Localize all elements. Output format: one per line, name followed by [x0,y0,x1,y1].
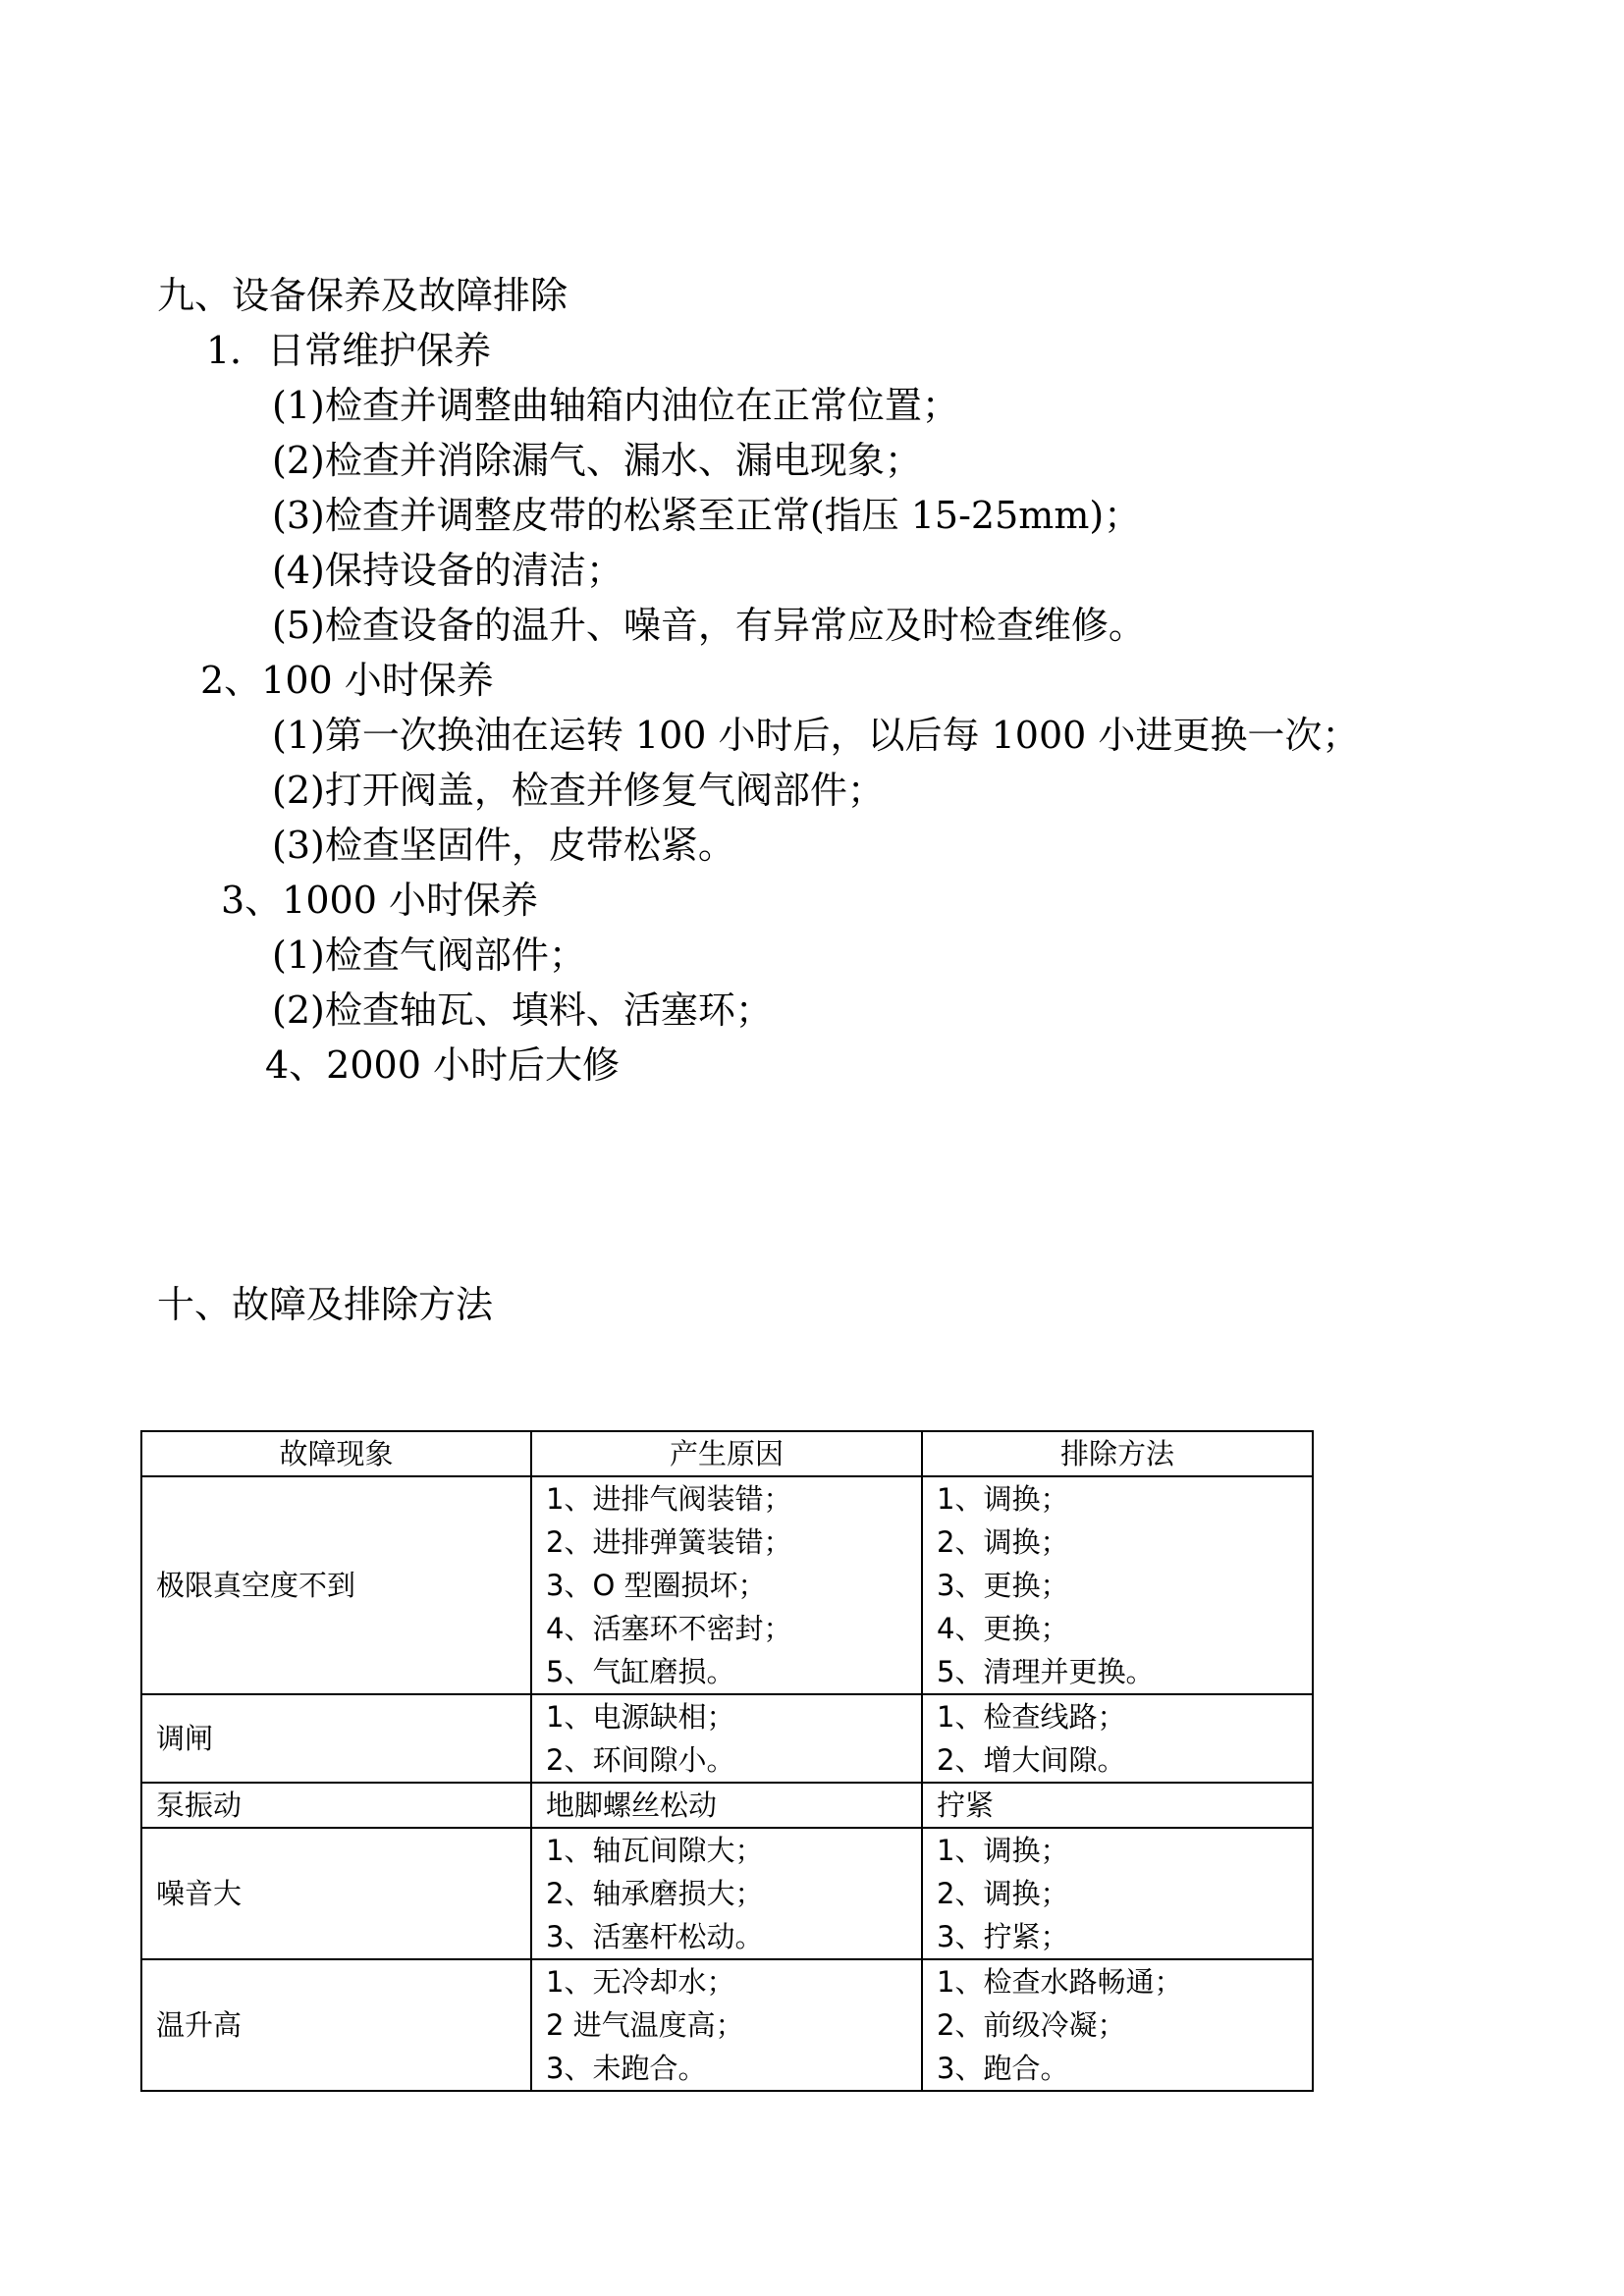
section-9-title: 九、设备保养及故障排除 [157,274,568,317]
cause-item: 3、未跑合。 [546,2052,707,2085]
100h-item: (2)打开阀盖，检查并修复气阀部件； [272,769,885,812]
remedy-cell [922,1828,1313,1959]
remedy-cell [922,1783,1313,1828]
cause-cell [531,1694,922,1783]
symptom-cell: 极限真空度不到 [141,1476,531,1694]
header-symptom: 故障现象 [141,1431,531,1476]
table-row [141,1476,1313,1694]
table-row [141,1783,1313,1828]
remedy-item: 2、调换； [937,1877,1069,1910]
cause-item: 3、活塞杆松动。 [546,1920,764,1953]
remedy-cell [922,1694,1313,1783]
symptom-cell: 温升高 [141,1959,531,2091]
cause-item: 1、进排气阀装错； [546,1482,792,1516]
cause-cell [531,1476,922,1694]
remedy-item: 1、检查线路； [937,1700,1126,1734]
header-remedy: 排除方法 [922,1431,1313,1476]
remedy-cell [922,1959,1313,2091]
remedy-item: 5、清理并更换。 [937,1655,1155,1688]
table-row [141,1694,1313,1783]
cause-item: 2、进排弹簧装错； [546,1525,792,1559]
remedy-item: 拧紧 [937,1789,995,1822]
symptom-cell: 调闸 [141,1694,531,1783]
100h-maintenance-heading: 2、100 小时保养 [200,659,494,702]
cause-cell [531,1959,922,2091]
symptom-cell: 噪音大 [141,1828,531,1959]
100h-item: (3)检查坚固件，皮带松紧。 [272,824,735,867]
symptom-cell: 泵振动 [141,1783,531,1828]
remedy-item: 2、前级冷凝； [937,2008,1126,2042]
cause-item: 5、气缸磨损。 [546,1655,735,1688]
cause-item: 地脚螺丝松动 [546,1789,718,1822]
remedy-item: 2、调换； [937,1525,1069,1559]
cause-item: 1、轴瓦间隙大； [546,1834,764,1867]
header-cause: 产生原因 [531,1431,922,1476]
cause-item: 1、电源缺相； [546,1700,735,1734]
remedy-cell [922,1476,1313,1694]
remedy-item: 3、更换； [937,1569,1069,1602]
cause-item: 4、活塞环不密封； [546,1612,792,1645]
table-row [141,1959,1313,2091]
daily-item: (3)检查并调整皮带的松紧至正常(指压 15-25mm)； [272,494,1142,537]
remedy-item: 3、拧紧； [937,1920,1069,1953]
remedy-item: 1、调换； [937,1482,1069,1516]
daily-item: (2)检查并消除漏气、漏水、漏电现象； [272,439,922,482]
2000h-overhaul-heading: 4、2000 小时后大修 [265,1043,620,1087]
remedy-item: 3、跑合。 [937,2052,1069,2085]
section-10-title: 十、故障及排除方法 [157,1283,494,1326]
cause-item: 2、轴承磨损大； [546,1877,764,1910]
cause-item: 2、环间隙小。 [546,1743,735,1777]
1000h-item: (2)检查轴瓦、填料、活塞环； [272,988,773,1032]
table-header-row [141,1431,1313,1476]
daily-maintenance-heading: 1．日常维护保养 [206,329,492,372]
daily-item: (5)检查设备的温升、噪音，有异常应及时检查维修。 [272,604,1146,647]
100h-item: (1)第一次换油在运转 100 小时后，以后每 1000 小进更换一次； [272,714,1360,757]
remedy-item: 2、增大间隙。 [937,1743,1126,1777]
table-row [141,1828,1313,1959]
1000h-item: (1)检查气阀部件； [272,934,586,977]
cause-item: 1、无冷却水； [546,1965,735,1999]
cause-cell [531,1783,922,1828]
cause-cell [531,1828,922,1959]
cause-item: 2 进气温度高； [546,2008,744,2042]
1000h-maintenance-heading: 3、1000 小时保养 [221,879,538,922]
daily-item: (1)检查并调整曲轴箱内油位在正常位置； [272,384,959,427]
fault-table [140,1430,1314,2092]
daily-item: (4)保持设备的清洁； [272,549,623,592]
remedy-item: 4、更换； [937,1612,1069,1645]
cause-item: 3、O 型圈损坏； [546,1569,767,1602]
remedy-item: 1、调换； [937,1834,1069,1867]
remedy-item: 1、检查水路畅通； [937,1965,1183,1999]
